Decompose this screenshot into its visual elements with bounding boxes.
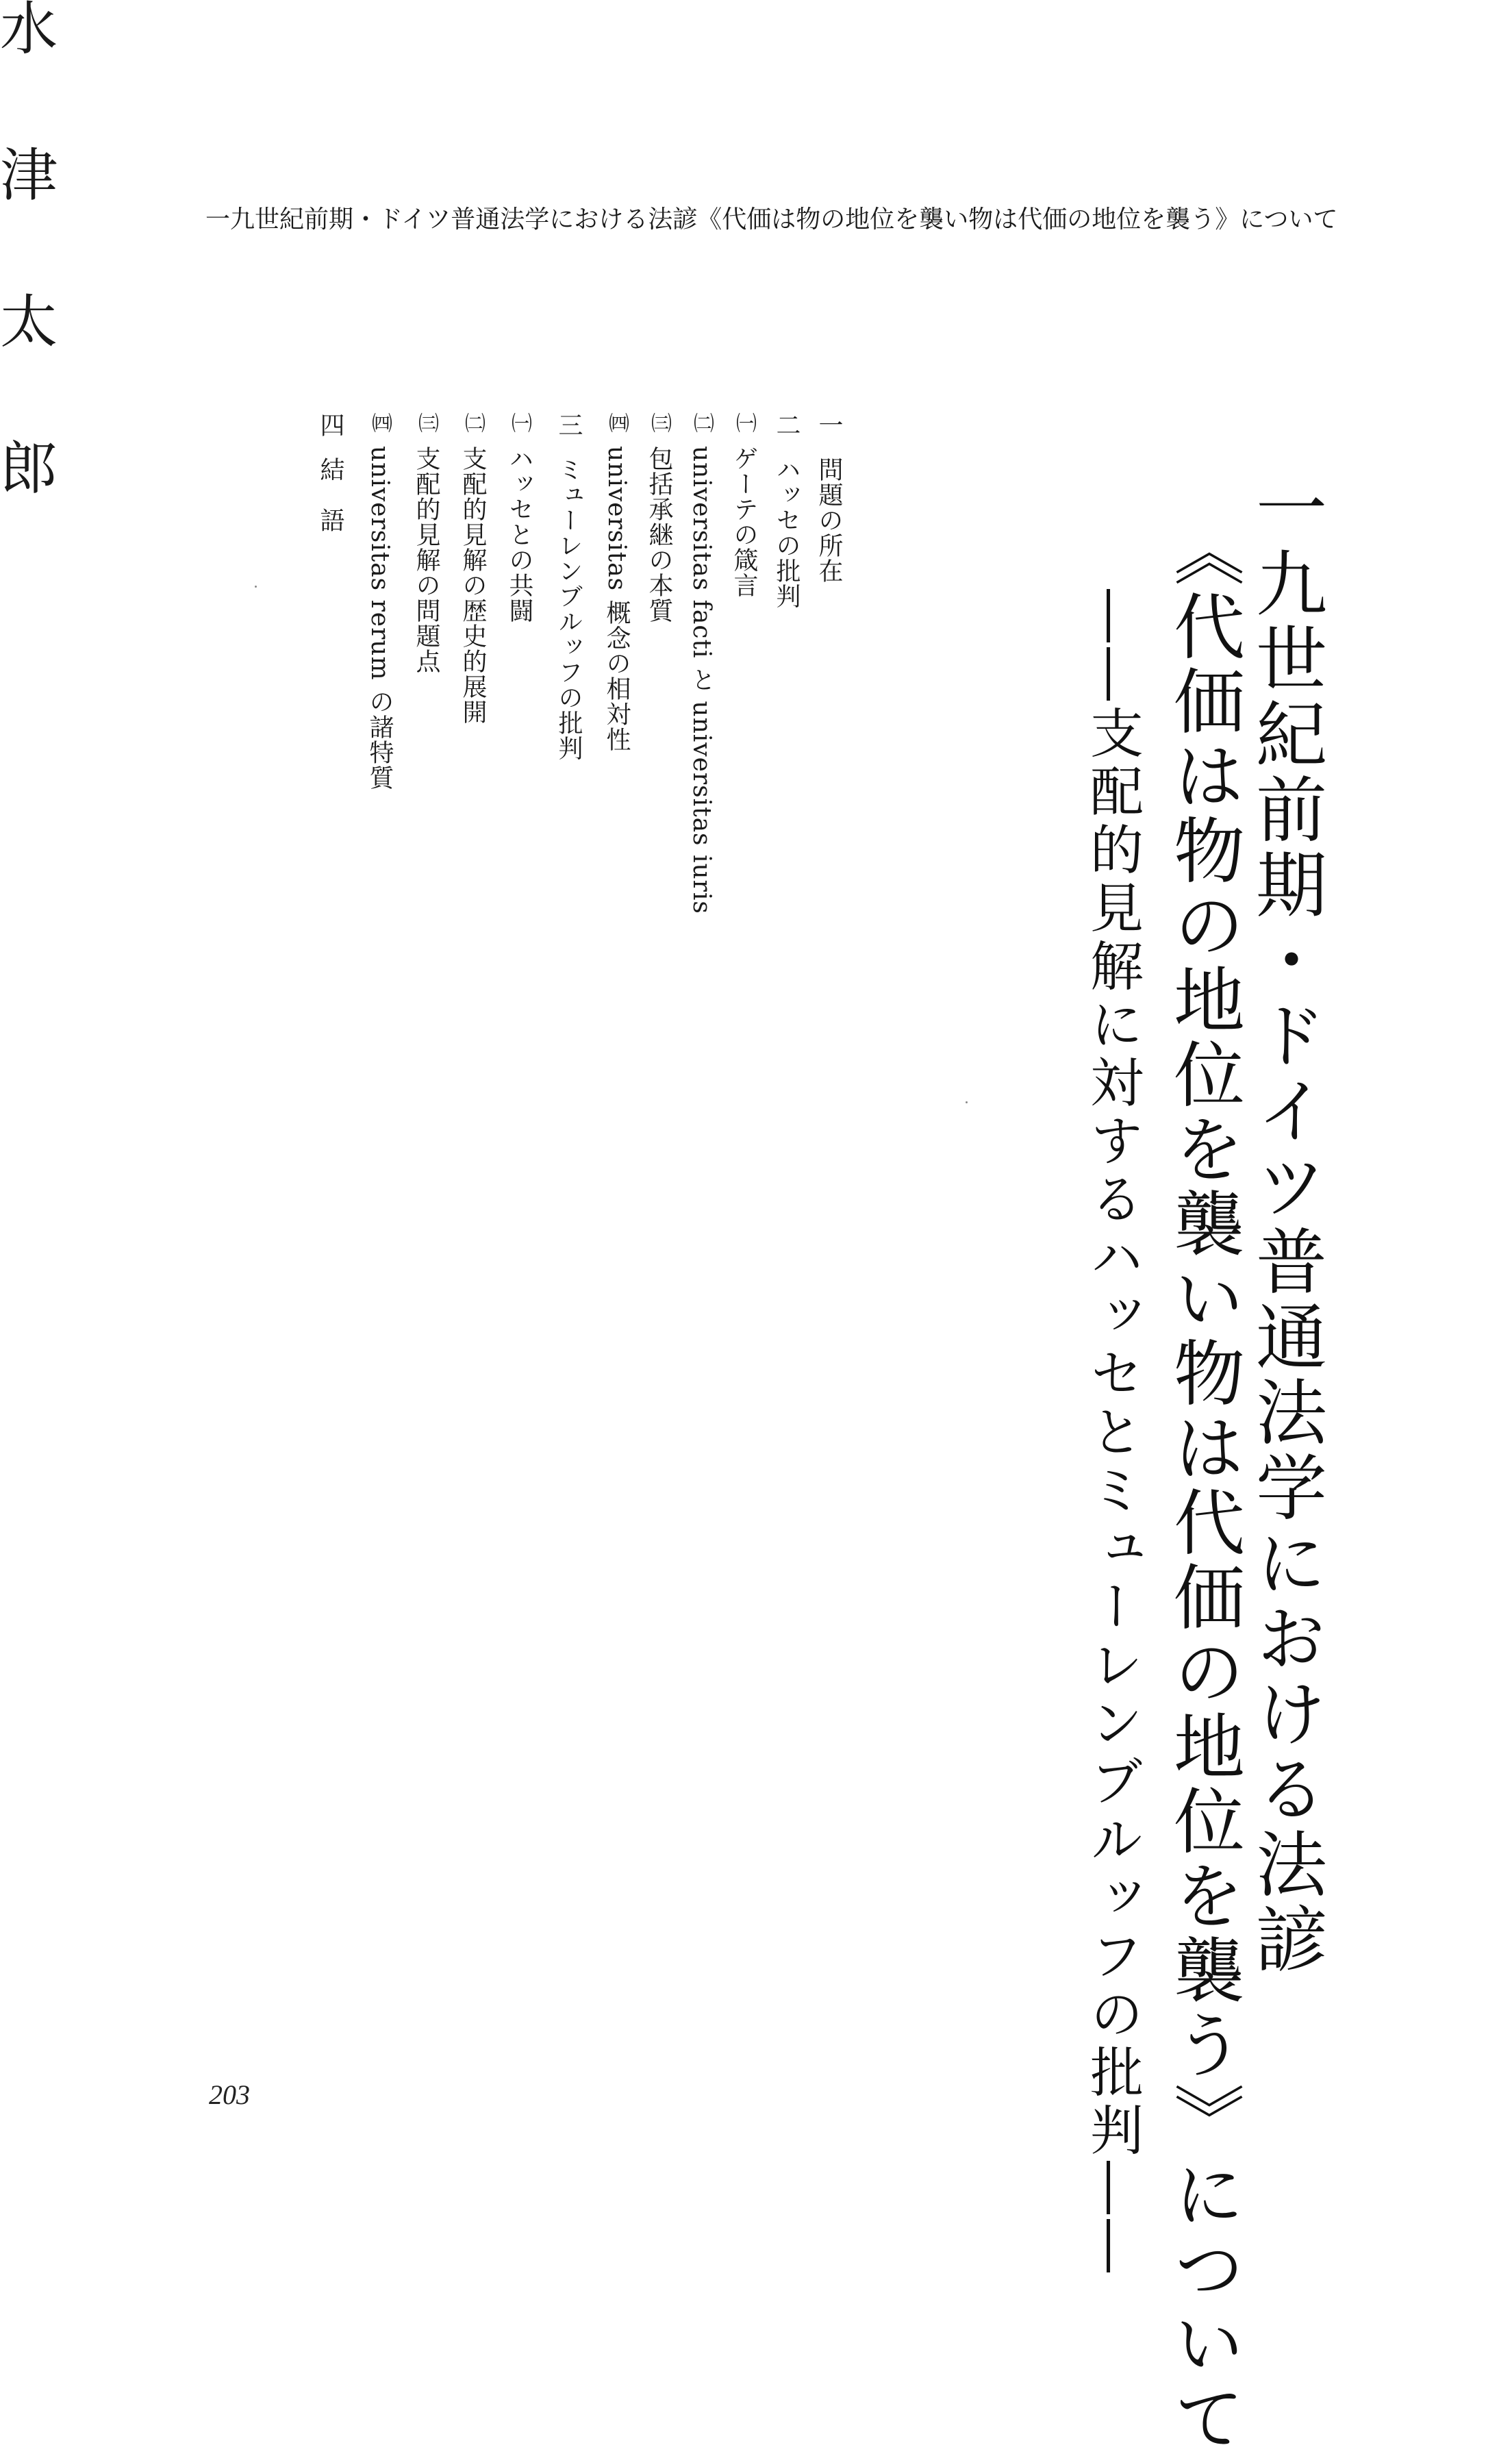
author-char: 郎 xyxy=(0,435,58,502)
author-char: 津 xyxy=(0,142,58,209)
title-line-1: 一九世紀前期・ドイツ普通法学における法諺 xyxy=(1244,471,1327,1978)
toc-item xyxy=(646,412,671,623)
toc-label: ハッセの批判 xyxy=(772,457,801,609)
toc-number: ㈢ xyxy=(647,412,671,434)
toc-label: ミューレンブルッフの批判 xyxy=(555,457,583,761)
toc-item xyxy=(604,412,629,752)
running-header: 一九世紀前期・ドイツ普通法学における法諺《代価は物の地位を襲い物は代価の地位を襲う》について xyxy=(205,205,1338,234)
toc-label: 支配的見解の問題点 xyxy=(412,446,440,674)
toc-label: 結 語 xyxy=(316,457,344,533)
toc-label: 包括承継の本質 xyxy=(645,446,673,623)
toc-label: universitas 概念の相対性 xyxy=(603,446,631,752)
toc-item xyxy=(507,412,531,623)
toc-label: universitas rerum の諸特質 xyxy=(366,446,394,791)
page-number: 203 xyxy=(209,2079,250,2110)
scan-speck xyxy=(255,586,257,588)
toc-number: 四 xyxy=(316,412,344,438)
toc-item xyxy=(414,412,438,674)
toc-label: ハッセとの共闘 xyxy=(505,446,533,623)
toc-item xyxy=(318,412,342,533)
toc-number: 一 xyxy=(815,412,843,438)
toc-item xyxy=(772,412,801,609)
toc-item xyxy=(556,412,581,761)
toc-label: ゲーテの箴言 xyxy=(730,446,758,598)
toc-item xyxy=(816,412,841,584)
toc-number: ㈡ xyxy=(690,412,714,434)
toc-label: 問題の所在 xyxy=(815,457,843,584)
author-char: 太 xyxy=(0,288,58,355)
toc-item xyxy=(689,412,714,914)
toc-number: ㈠ xyxy=(507,412,531,434)
toc-number: ㈣ xyxy=(605,412,629,434)
toc-item xyxy=(367,412,392,790)
scan-speck xyxy=(966,1101,968,1103)
toc-item xyxy=(731,412,756,598)
toc-label: 支配的見解の歴史的展開 xyxy=(459,446,487,725)
author-char: 水 xyxy=(0,0,58,62)
toc-number: ㈢ xyxy=(414,412,438,434)
table-of-contents xyxy=(308,412,856,914)
subtitle: ――支配的見解に対するハッセとミューレンブルッフの批判―― xyxy=(1081,589,1143,2277)
toc-number: 三 xyxy=(555,412,583,438)
toc-number: ㈣ xyxy=(368,412,392,434)
toc-number: ㈡ xyxy=(461,412,485,434)
toc-item xyxy=(460,412,485,725)
title-line-2: 《代価は物の地位を襲い物は代価の地位を襲う》について xyxy=(1161,515,1245,2456)
toc-number: ㈠ xyxy=(732,412,756,434)
toc-label: universitas facti と universitas iuris xyxy=(688,446,716,914)
toc-number: 二 xyxy=(772,412,801,438)
